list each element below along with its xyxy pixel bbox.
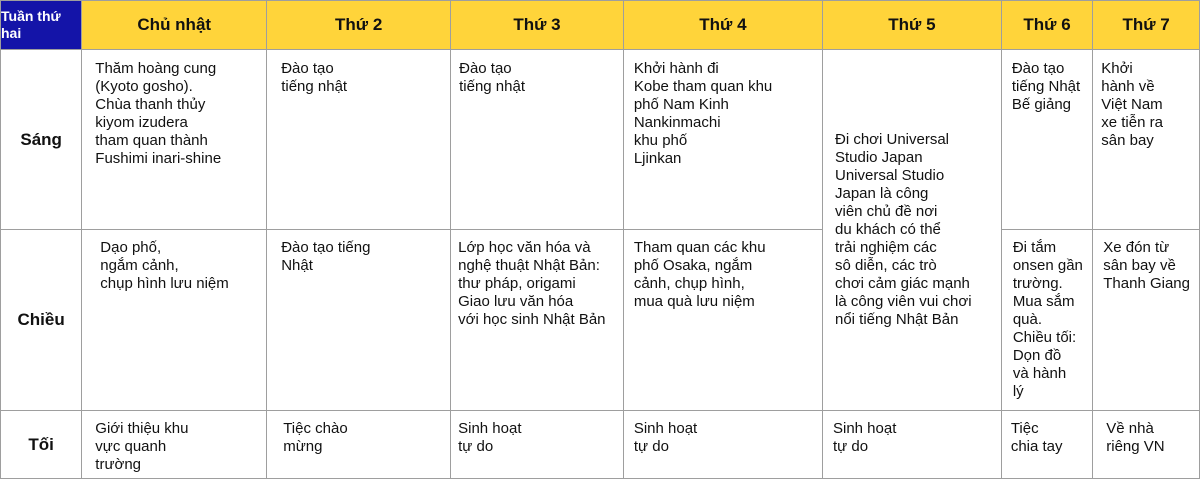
cell-evening-thursday: Sinh hoạt tự do [822, 411, 1001, 479]
week-label: Tuần thứ hai [1, 1, 82, 50]
header-row [1, 1, 1200, 50]
cell-evening-friday: Tiệc chia tay [1001, 411, 1092, 479]
period-label-evening: Tối [1, 411, 82, 479]
afternoon-row [1, 230, 1200, 411]
cell-afternoon-tuesday: Lớp học văn hóa và nghệ thuật Nhật Bản: thư pháp, origami Giao lưu văn hóa với học sinh Nhật Bản [451, 230, 624, 411]
cell-evening-tuesday: Sinh hoạt tự do [451, 411, 624, 479]
cell-evening-wednesday: Sinh hoạt tự do [623, 411, 822, 479]
cell-morning-wednesday: Khởi hành đi Kobe tham quan khu phố Nam Kinh Nankinmachi khu phố Ljinkan [623, 50, 822, 230]
cell-evening-saturday: Về nhà riêng VN [1093, 411, 1200, 479]
cell-morning-saturday: Khởi hành về Việt Nam xe tiễn ra sân bay [1093, 50, 1200, 230]
period-label-morning: Sáng [1, 50, 82, 230]
day-header-sunday: Chủ nhật [82, 1, 267, 50]
cell-afternoon-wednesday: Tham quan các khu phố Osaka, ngắm cảnh, chụp hình, mua quà lưu niệm [623, 230, 822, 411]
evening-row [1, 411, 1200, 479]
period-label-afternoon: Chiều [1, 230, 82, 411]
cell-evening-sunday: Giới thiệu khu vực quanh trường [82, 411, 267, 479]
day-header-monday: Thứ 2 [267, 1, 451, 50]
day-header-saturday: Thứ 7 [1093, 1, 1200, 50]
day-header-wednesday: Thứ 4 [623, 1, 822, 50]
cell-afternoon-sunday: Dạo phố, ngắm cảnh, chụp hình lưu niệm [82, 230, 267, 411]
cell-thursday-universal-studio: Đi chơi Universal Studio Japan Universal Studio Japan là công viên chủ đề nơi du khách có thể trải nghiệm các sô diễn, các trò chơi cảm giác mạnh là công viên vui chơi nổi tiếng Nhật Bản [822, 50, 1001, 411]
day-header-friday: Thứ 6 [1001, 1, 1092, 50]
cell-afternoon-monday: Đào tạo tiếng Nhật [267, 230, 451, 411]
day-header-thursday: Thứ 5 [822, 1, 1001, 50]
cell-morning-monday: Đào tạo tiếng nhật [267, 50, 451, 230]
cell-afternoon-friday: Đi tắm onsen gần trường. Mua sắm quà. Chiều tối: Dọn đồ và hành lý [1001, 230, 1092, 411]
cell-afternoon-saturday: Xe đón từ sân bay về Thanh Giang [1093, 230, 1200, 411]
cell-morning-sunday: Thăm hoàng cung (Kyoto gosho). Chùa thanh thủy kiyom izudera tham quan thành Fushimi inari-shine [82, 50, 267, 230]
cell-morning-friday: Đào tạo tiếng Nhật Bế giảng [1001, 50, 1092, 230]
cell-morning-tuesday: Đào tạo tiếng nhật [451, 50, 624, 230]
cell-evening-monday: Tiệc chào mừng [267, 411, 451, 479]
morning-row [1, 50, 1200, 230]
day-header-tuesday: Thứ 3 [451, 1, 624, 50]
